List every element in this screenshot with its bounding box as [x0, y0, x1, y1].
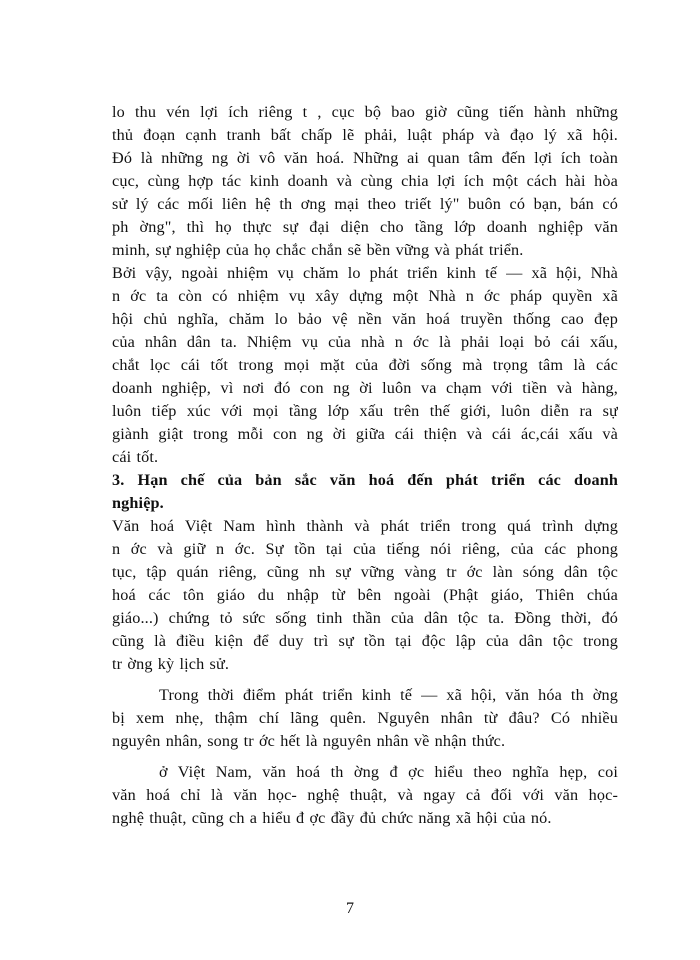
- text-line: n ớc ta còn có nhiệm vụ xây dựng một Nhà n ớc pháp quyền xã: [112, 287, 618, 305]
- body-text: [112, 101, 618, 830]
- page-number: 7: [346, 900, 354, 917]
- text-line: nghệ thuật, cũng ch a hiểu đ ợc đầy đủ chức năng xã hội của nó.: [112, 809, 552, 827]
- text-line: Đó là những ng ời vô văn hoá. Những ai quan tâm đến lợi ích toàn: [112, 149, 618, 167]
- text-line: tục, tập quán riêng, cũng nh sự vững vàng tr ớc làn sóng dân tộc: [112, 563, 618, 581]
- text-line: minh, sự nghiệp của họ chắc chắn sẽ bền vững và phát triển.: [112, 241, 524, 259]
- text-line: hoá các tôn giáo du nhập từ bên ngoài (Phật giáo, Thiên chúa: [112, 586, 618, 604]
- text-line: lo thu vén lợi ích riêng t , cục bộ bao giờ cũng tiến hành những: [112, 103, 618, 121]
- text-line: Trong thời điểm phát triển kinh tế — xã hội, văn hóa th ờng: [159, 686, 618, 704]
- text-line: doanh nghiệp, vì nơi đó con ng ời luôn va chạm với tiền và hàng,: [112, 379, 618, 397]
- text-line: thủ đoạn cạnh tranh bất chấp lẽ phải, luật pháp và đạo lý xã hội.: [112, 126, 618, 144]
- section-heading-line: 3. Hạn chế của bản sắc văn hoá đến phát triển các doanh: [112, 471, 618, 489]
- paragraph-gap: [112, 676, 618, 684]
- text-line: ph ờng", thì họ thực sự đại diện cho tầng lớp doanh nghiệp văn: [112, 218, 618, 236]
- text-line: giáo...) chứng tỏ sức sống tinh thần của dân tộc ta. Đồng thời, đó: [112, 609, 618, 627]
- text-line: tr ờng kỳ lịch sử.: [112, 655, 230, 673]
- text-line: sử lý các mối liên hệ th ơng mại theo triết lý" buôn có bạn, bán có: [112, 195, 618, 213]
- text-line: của nhân dân ta. Nhiệm vụ của nhà n ớc là phải loại bỏ cái xấu,: [112, 333, 618, 351]
- text-line: Văn hoá Việt Nam hình thành và phát triển trong quá trình dựng: [112, 517, 618, 535]
- text-line: bị xem nhẹ, thậm chí lãng quên. Nguyên nhân từ đâu? Có nhiều: [112, 709, 618, 727]
- text-line: Bởi vậy, ngoài nhiệm vụ chăm lo phát triển kinh tế — xã hội, Nhà: [112, 264, 618, 282]
- text-line: n ớc và giữ n ớc. Sự tồn tại của tiếng nói riêng, của các phong: [112, 540, 618, 558]
- text-line: chắt lọc cái tốt trong mọi mặt của đời sống mà trọng tâm là các: [112, 356, 618, 374]
- text-line: nguyên nhân, song tr ớc hết là nguyên nhân về nhận thức.: [112, 732, 506, 750]
- text-line: cũng là điều kiện để duy trì sự tồn tại độc lập của dân tộc trong: [112, 632, 618, 650]
- text-line: hội chủ nghĩa, chăm lo bảo vệ nền văn hoá truyền thống cao đẹp: [112, 310, 618, 328]
- text-line: cái tốt.: [112, 448, 159, 466]
- section-heading-line: nghiệp.: [112, 494, 164, 512]
- text-line: văn hoá chỉ là văn học- nghệ thuật, và ngay cả đối với văn học-: [112, 786, 618, 804]
- paragraph-gap: [112, 753, 618, 761]
- text-line: giành giật trong mỗi con ng ời giữa cái thiện và cái ác,cái xấu và: [112, 425, 618, 443]
- text-line: cục, cùng hợp tác kinh doanh và cùng chia lợi ích một cách hài hòa: [112, 172, 618, 190]
- text-line: ở Việt Nam, văn hoá th ờng đ ợc hiểu theo nghĩa hẹp, coi: [159, 763, 618, 781]
- text-line: luôn tiếp xúc với mọi tầng lớp xấu trên thế giới, luôn diễn ra sự: [112, 402, 618, 420]
